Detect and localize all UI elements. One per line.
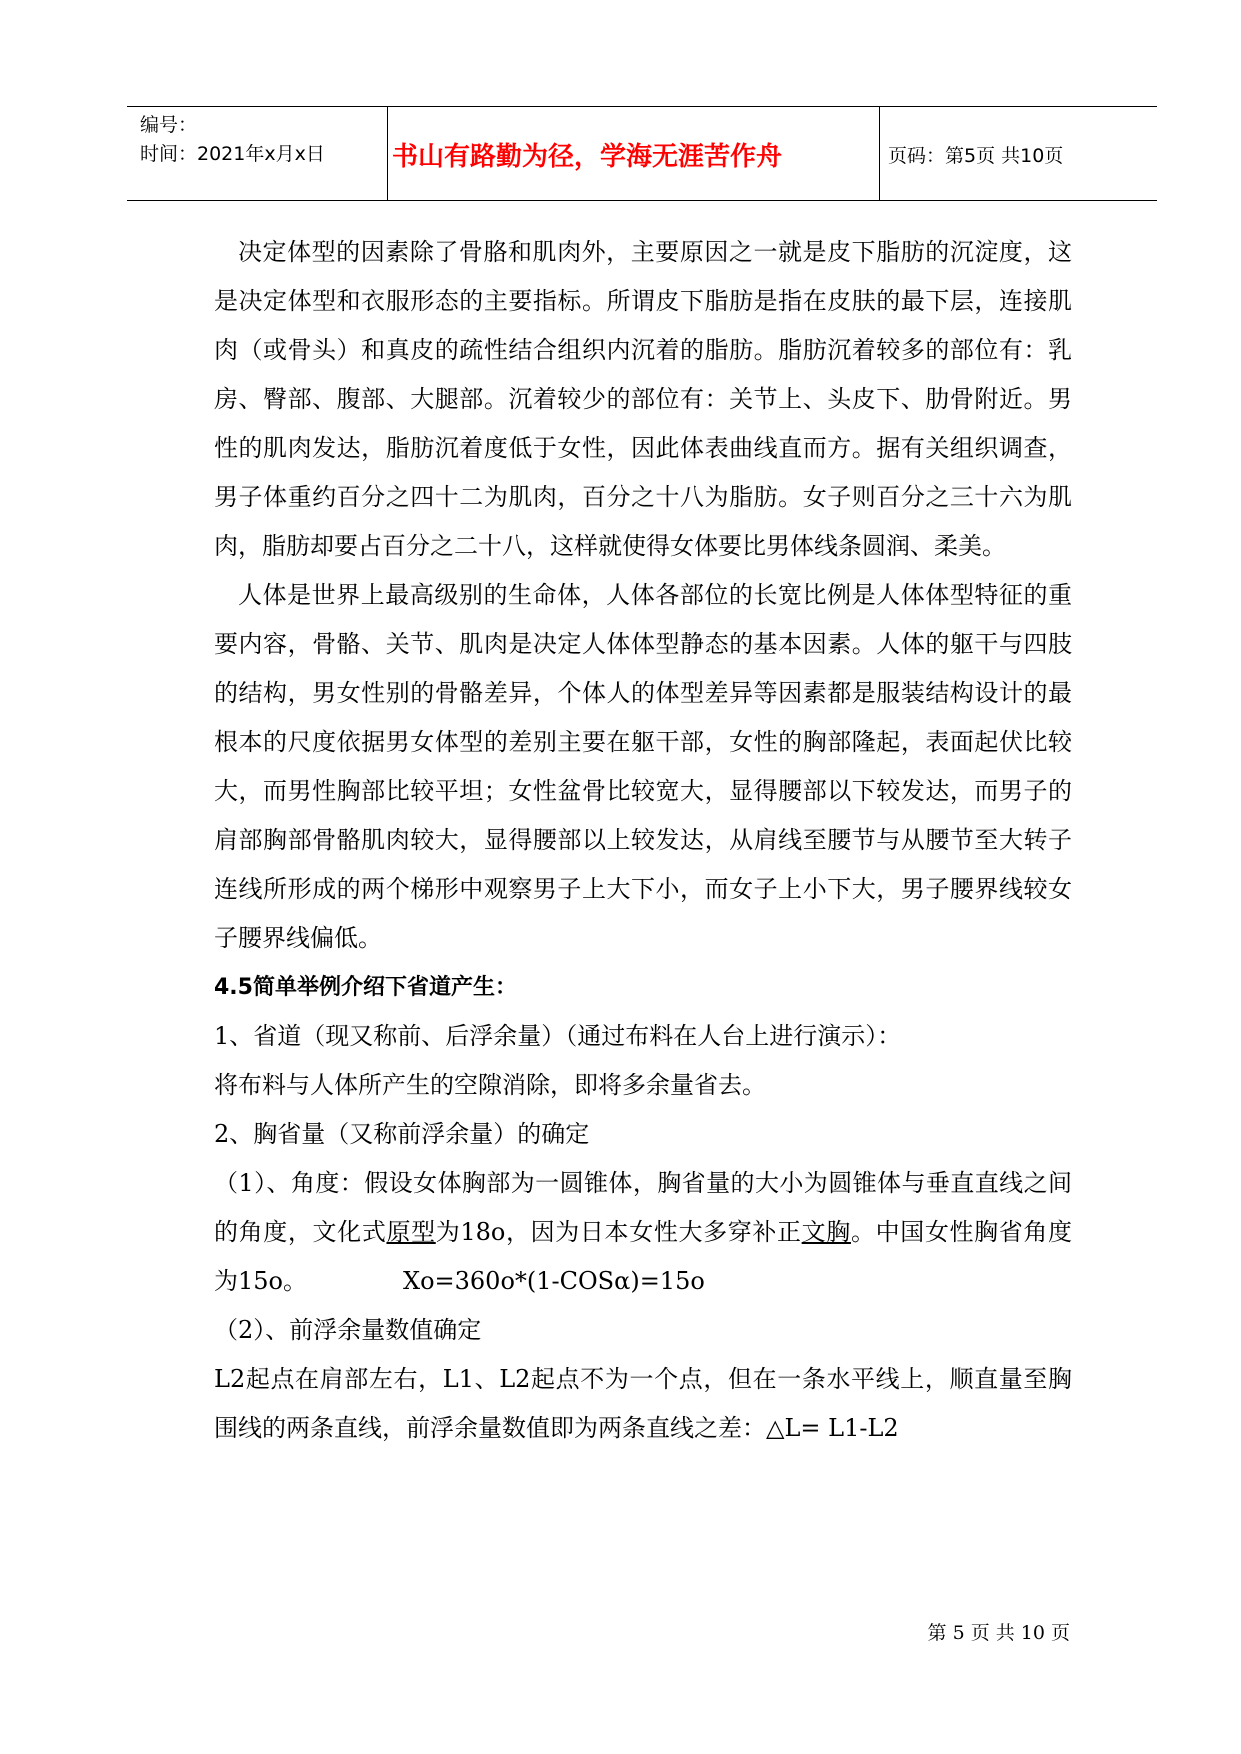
item-1-text: 将布料与人体所产生的空隙消除，即将多余量省去。 xyxy=(214,1071,766,1099)
sub-item-2-text: L2起点在肩部左右，L1、L2起点不为一个点，但在一条水平线上，顺直量至胸围线的两条直线，前浮余量数值即为两条直线之差：△L= L1-L2 xyxy=(214,1365,1072,1442)
item-1-title: 1、省道（现又称前、后浮余量）（通过布料在人台上进行演示）： xyxy=(214,1022,902,1050)
formula: Xo=360o*(1-COSα)=15o xyxy=(403,1267,705,1295)
header-divider-left xyxy=(387,106,388,200)
section-heading: 4.5简单举例介绍下省道产生： xyxy=(214,975,517,1000)
document-body xyxy=(214,228,1072,1453)
header-top-rule xyxy=(127,106,1157,107)
header-number-label: 编号： xyxy=(140,114,198,136)
sub-item-2-title: （2）、前浮余量数值确定 xyxy=(214,1316,482,1344)
header-bottom-rule xyxy=(127,200,1157,201)
link-bra[interactable]: 文胸 xyxy=(801,1218,851,1246)
sub-item-1-text-b: 为18o，因为日本女性大多穿补正 xyxy=(435,1218,802,1246)
paragraph-body-structure: 人体是世界上最高级别的生命体，人体各部位的长宽比例是人体体型特征的重要内容，骨骼、关节、肌肉是决定人体体型静态的基本因素。人体的躯干与四肢的结构，男女性别的骨骼差异，个体人的体型差异等因素都是服装结构设计的最根本的尺度依据男女体型的差别主要在躯干部，女性的胸部隆起，表面起伏比较大，而男性胸部比较平坦；女性盆骨比较宽大，显得腰部以下较发达，而男子的肩部胸部骨骼肌肉较大，显得腰部以上较发达，从肩线至腰节与从腰节至大转子连线所形成的两个梯形中观察男子上大下小，而女子上小下大，男子腰界线较女子腰界线偏低。 xyxy=(214,581,1072,952)
page-footer: 第 5 页 共 10 页 xyxy=(927,1622,1070,1644)
sub-item-1 xyxy=(214,1159,1072,1306)
header-time-label: 时间：2021年x月x日 xyxy=(140,143,325,165)
paragraph-body-fat: 决定体型的因素除了骨胳和肌肉外，主要原因之一就是皮下脂肪的沉淀度，这是决定体型和衣服形态的主要指标。所谓皮下脂肪是指在皮肤的最下层，连接肌肉（或骨头）和真皮的疏性结合组织内沉着的脂肪。脂肪沉着较多的部位有：乳房、臀部、腹部、大腿部。沉着较少的部位有：关节上、头皮下、肋骨附近。男性的肌肉发达，脂肪沉着度低于女性，因此体表曲线直而方。据有关组织调查，男子体重约百分之四十二为肌肉，百分之十八为脂肪。女子则百分之三十六为肌肉，脂肪却要占百分之二十八，这样就使得女体要比男体线条圆润、柔美。 xyxy=(214,238,1072,560)
sub-item-1-text-c: 。中国女性胸省角度为15o。 xyxy=(214,1218,1073,1295)
header-divider-right xyxy=(879,106,880,200)
link-prototype[interactable]: 原型 xyxy=(386,1218,436,1246)
header-motto: 书山有路勤为径，学海无涯苦作舟 xyxy=(392,142,783,172)
header-page-label: 页码：第5页 共10页 xyxy=(888,145,1064,167)
sub-item-1-text-a: （1）、角度：假设女体胸部为一圆锥体，胸省量的大小为圆锥体与垂直直线之间的角度，文化式 xyxy=(214,1169,1072,1246)
item-2-title: 2、胸省量（又称前浮余量）的确定 xyxy=(214,1120,590,1148)
